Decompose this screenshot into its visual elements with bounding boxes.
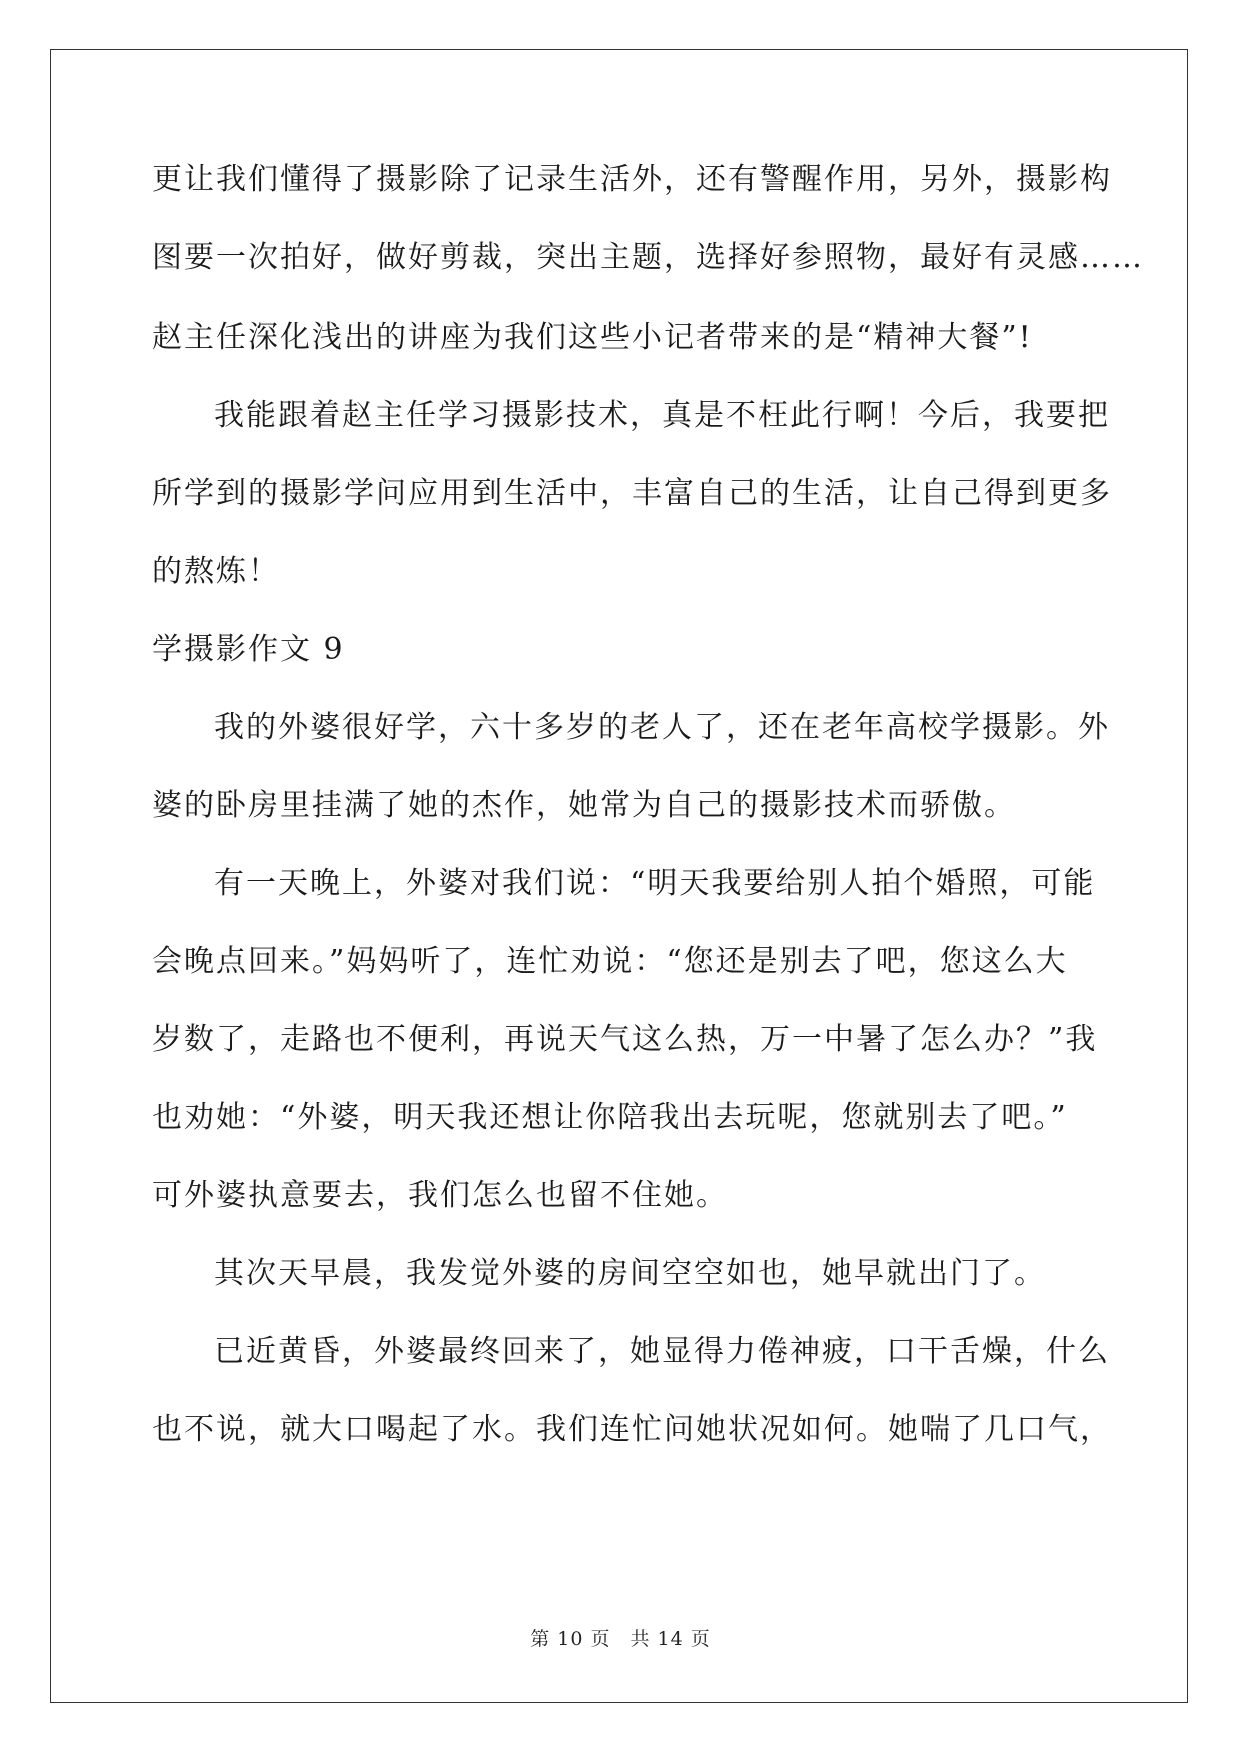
text-line: 可外婆执意要去，我们怎么也留不住她。 — [152, 1178, 728, 1213]
section-heading: 学摄影作文 9 — [152, 632, 345, 667]
text-line: 的熬炼！ — [152, 554, 280, 589]
paragraph-start-line: 我能跟着赵主任学习摄影技术，真是不枉此行啊！今后，我要把 — [214, 398, 1110, 433]
paragraph-start-line: 有一天晚上，外婆对我们说：“明天我要给别人拍个婚照，可能 — [214, 866, 1096, 901]
text-line: 婆的卧房里挂满了她的杰作，她常为自己的摄影技术而骄傲。 — [152, 788, 1016, 823]
text-line: 图要一次拍好，做好剪裁，突出主题，选择好参照物，最好有灵感…… — [152, 240, 1144, 275]
page-number: 第 10 页 — [530, 1628, 611, 1650]
text-line: 会晚点回来。”妈妈听了，连忙劝说：“您还是别去了吧，您这么大 — [152, 944, 1068, 979]
text-line: 也不说，就大口喝起了水。我们连忙问她状况如何。她喘了几口气， — [152, 1412, 1112, 1447]
paragraph-start-line: 我的外婆很好学，六十多岁的老人了，还在老年高校学摄影。外 — [214, 710, 1110, 745]
page-footer — [0, 1624, 1241, 1651]
text-line: 更让我们懂得了摄影除了记录生活外，还有警醒作用，另外，摄影构 — [152, 162, 1112, 197]
text-line: 岁数了，走路也不便利，再说天气这么热，万一中暑了怎么办？”我 — [152, 1022, 1098, 1057]
paragraph-start-line: 其次天早晨，我发觉外婆的房间空空如也，她早就出门了。 — [214, 1256, 1046, 1291]
text-line: 也劝她：“外婆，明天我还想让你陪我出去玩呢，您就别去了吧。” — [152, 1100, 1068, 1135]
paragraph-start-line: 已近黄昏，外婆最终回来了，她显得力倦神疲，口干舌燥，什么 — [214, 1334, 1110, 1369]
page-total: 共 14 页 — [630, 1628, 711, 1650]
text-line: 所学到的摄影学问应用到生活中，丰富自己的生活，让自己得到更多 — [152, 476, 1112, 511]
text-line: 赵主任深化浅出的讲座为我们这些小记者带来的是“精神大餐”! — [152, 320, 1033, 355]
